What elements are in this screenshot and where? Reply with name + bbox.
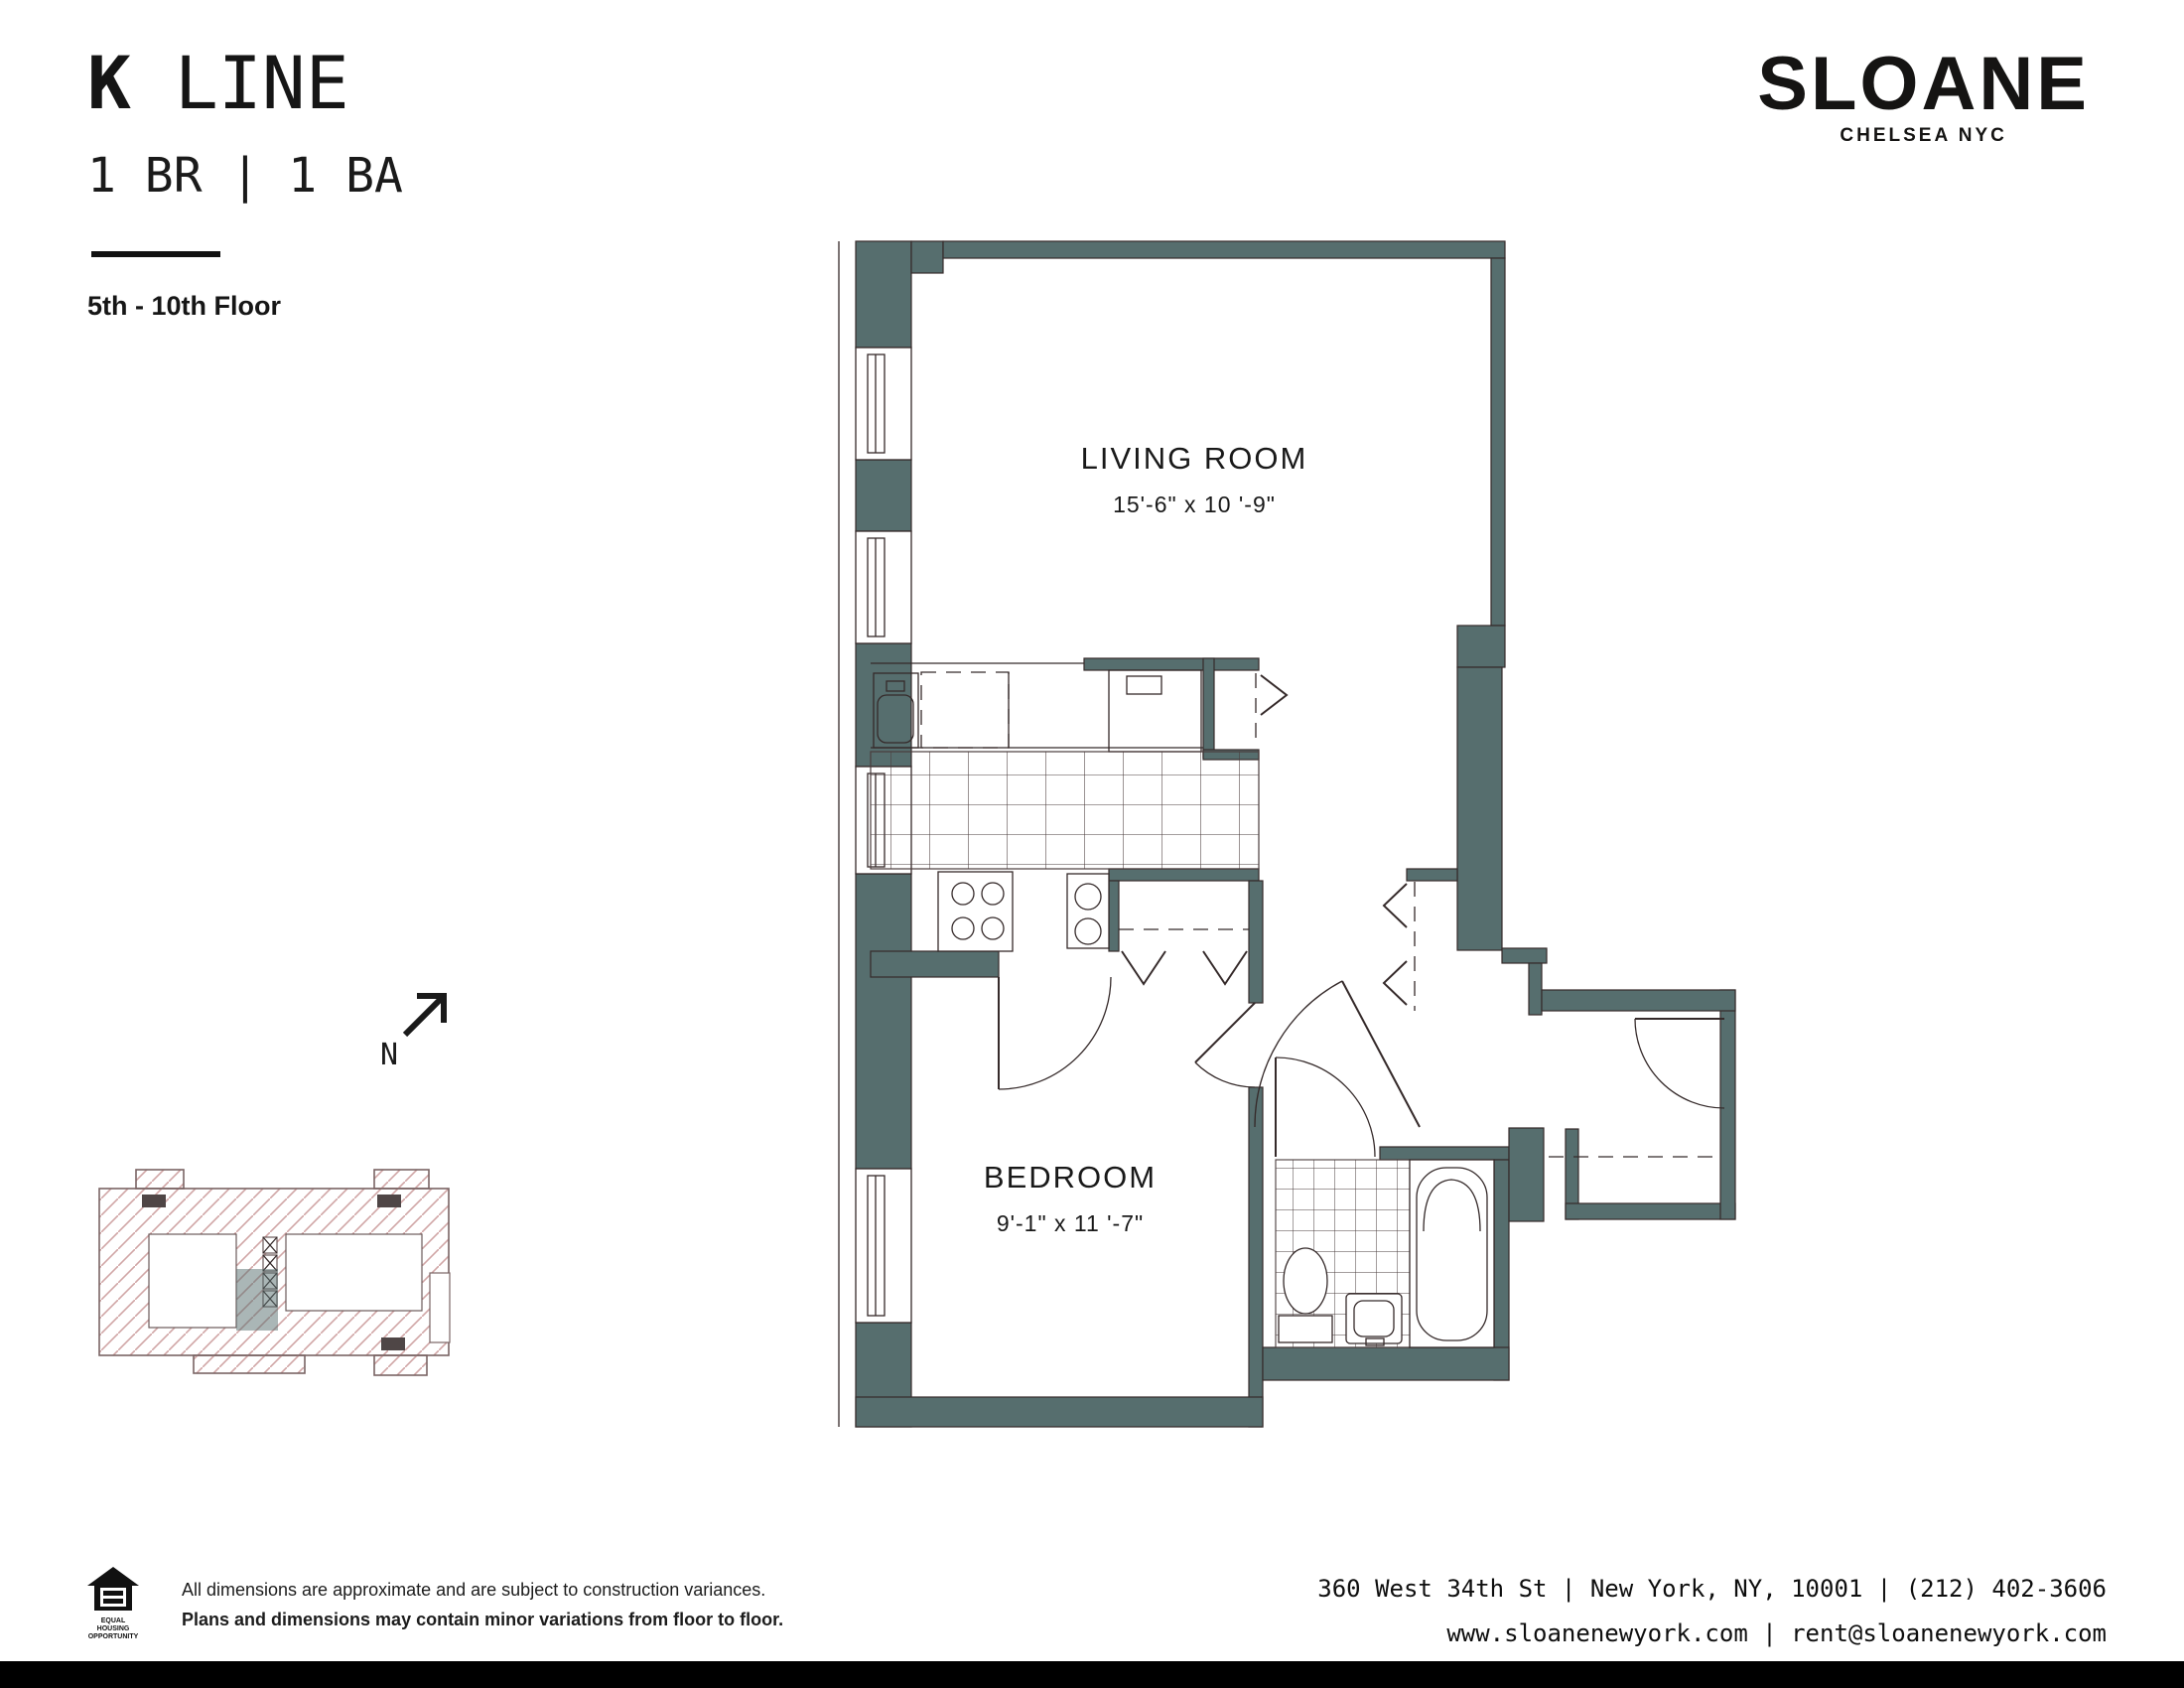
stair-icon	[377, 1195, 401, 1207]
kitchen-tile-floor	[871, 752, 1259, 869]
eho-text-line1: EQUAL HOUSING	[96, 1618, 130, 1632]
bathroom-sink-icon	[1346, 1294, 1402, 1345]
equal-housing-logo	[87, 1567, 139, 1641]
footer-black-bar	[0, 1661, 2184, 1688]
dishwasher-icon	[921, 672, 1009, 748]
hall-closet	[1119, 929, 1249, 984]
stair-icon	[142, 1195, 166, 1207]
contact-block	[1317, 1567, 2107, 1656]
window-icon	[856, 531, 911, 643]
bathroom-door	[1276, 1057, 1375, 1157]
entry-door	[1255, 981, 1420, 1127]
plan-letter: K	[87, 42, 131, 126]
bathtub-icon	[1410, 1160, 1494, 1347]
living-room-label: LIVING ROOM	[1080, 441, 1308, 476]
bifold-chevron-icon	[1122, 951, 1165, 984]
stove-icon	[938, 872, 1013, 951]
brand-tagline: CHELSEA NYC	[1840, 125, 2007, 146]
window-icon	[856, 348, 911, 460]
bed-bath-config: 1 BR | 1 BA	[87, 148, 403, 204]
disclaimer	[182, 1575, 783, 1634]
address-line: 360 West 34th St | New York, NY, 10001 | (212) 402-3606	[1317, 1575, 2107, 1603]
bifold-chevron-icon	[1384, 961, 1407, 1005]
bedroom-door	[999, 977, 1111, 1089]
equal-housing-house-icon	[87, 1567, 139, 1613]
disclaimer-line2: Plans and dimensions may contain minor variations from floor to floor.	[182, 1610, 784, 1629]
window-icon	[856, 1169, 911, 1323]
bedroom-dimensions: 9'-1" x 11 '-7"	[996, 1210, 1145, 1236]
keyplan-room	[149, 1234, 236, 1328]
north-arrow-icon	[380, 996, 444, 1072]
web-contact-line: www.sloanenewyork.com | rent@sloanenewyork.com	[1446, 1619, 2107, 1647]
bifold-chevron-icon	[1384, 884, 1407, 927]
keyplan-minimap	[99, 1170, 450, 1375]
unit-location-highlight	[236, 1269, 278, 1331]
bifold-chevron-icon	[1203, 951, 1247, 984]
floor-range: 5th - 10th Floor	[87, 291, 281, 321]
plan-name-rest: LINE	[130, 42, 349, 126]
eho-text-line2: OPPORTUNITY	[87, 1633, 139, 1640]
foyer-closet	[1384, 882, 1415, 1011]
keyplan-room	[286, 1234, 422, 1311]
stair-icon	[381, 1337, 405, 1350]
disclaimer-line1: All dimensions are approximate and are subject to construction variances.	[182, 1580, 766, 1600]
bedroom-label: BEDROOM	[983, 1160, 1158, 1195]
living-room-dimensions: 15'-6" x 10 '-9"	[1113, 492, 1276, 517]
brand-name: SLOANE	[1757, 42, 2090, 126]
refrigerator-icon	[1109, 670, 1201, 752]
walkin-closet-door	[1635, 1019, 1724, 1108]
north-label: N	[380, 1038, 399, 1072]
kitchen	[871, 663, 1287, 951]
laundry-unit-icon	[1067, 874, 1109, 948]
hall-door	[1195, 1003, 1255, 1087]
bifold-chevron-icon	[1261, 675, 1287, 715]
bathroom	[1276, 1160, 1494, 1347]
